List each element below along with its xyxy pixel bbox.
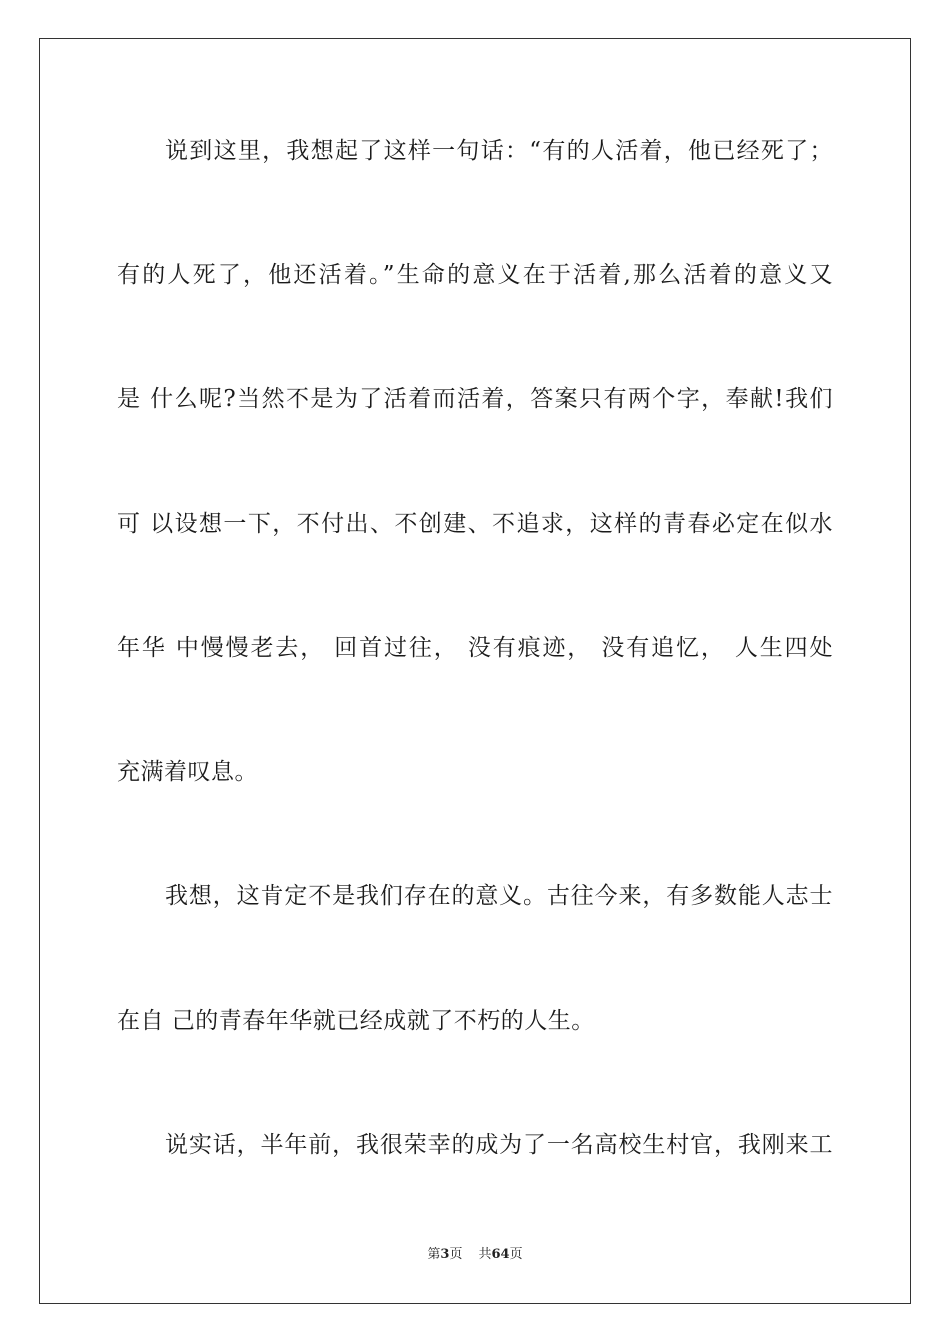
total-suffix: 页 bbox=[509, 1247, 523, 1262]
paragraph-line: 我想，这肯定不是我们存在的意义。古往今来，有多数能人志士 bbox=[165, 883, 833, 909]
paragraph-line: 是 什么呢?当然不是为了活着而活着，答案只有两个字，奉献!我们 bbox=[117, 386, 833, 412]
paragraph-line: 说到这里，我想起了这样一句话：“有的人活着，他已经死了； bbox=[165, 138, 833, 164]
page-suffix: 页 bbox=[449, 1247, 463, 1262]
page-prefix: 第 bbox=[427, 1247, 441, 1262]
paragraph-line: 年华 中慢慢老去， 回首过往， 没有痕迹， 没有追忆， 人生四处 bbox=[117, 635, 833, 661]
page-border bbox=[39, 38, 911, 1304]
paragraph-line: 可 以设想一下，不付出、不创建、不追求，这样的青春必定在似水 bbox=[117, 511, 833, 537]
page-number: 3 bbox=[440, 1247, 450, 1262]
total-prefix: 共 bbox=[478, 1247, 492, 1262]
paragraph-line: 说实话，半年前，我很荣幸的成为了一名高校生村官，我刚来工 bbox=[165, 1132, 833, 1158]
paragraph-line: 在自 己的青春年华就已经成就了不朽的人生。 bbox=[117, 1008, 595, 1034]
page-footer bbox=[0, 1246, 950, 1264]
paragraph-line: 有的人死了，他还活着。”生命的意义在于活着,那么活着的意义又 bbox=[117, 262, 833, 288]
total-pages: 64 bbox=[491, 1247, 510, 1262]
paragraph-line: 充满着叹息。 bbox=[117, 759, 258, 785]
